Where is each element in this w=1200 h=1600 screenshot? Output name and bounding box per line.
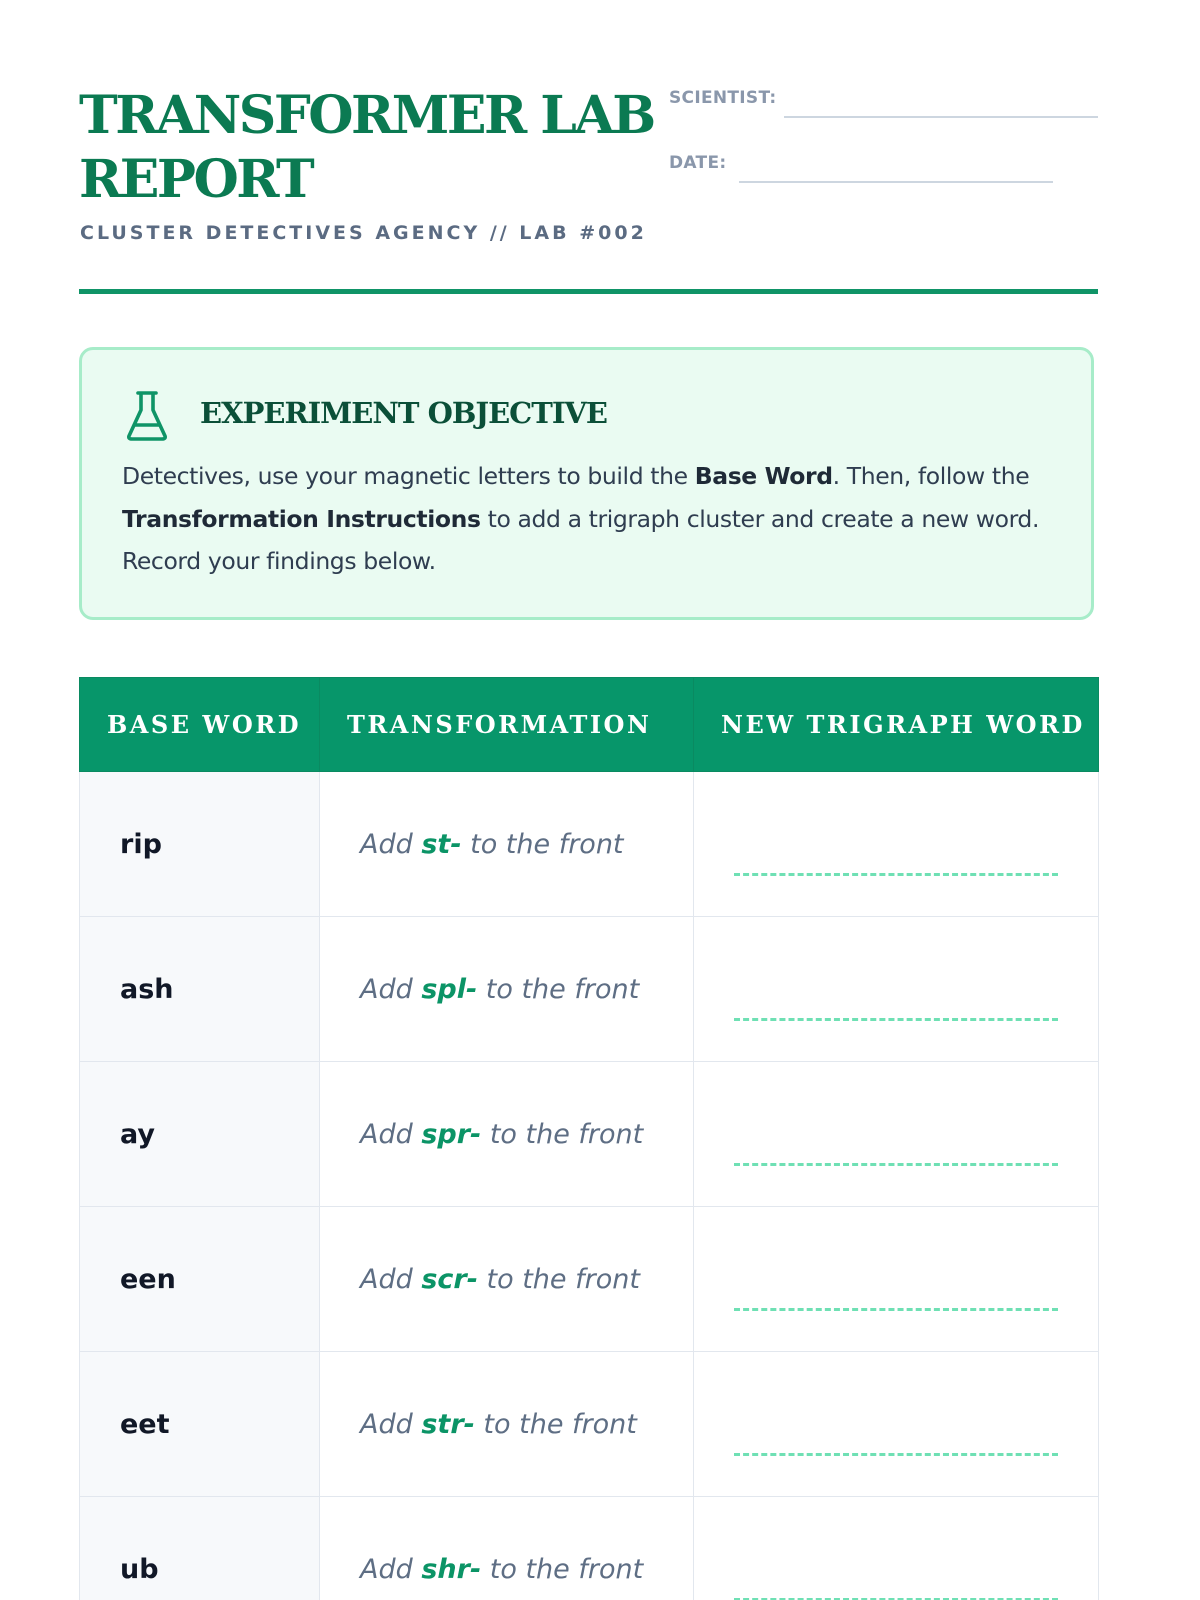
table-row [80, 1497, 1099, 1600]
answer-line[interactable] [734, 1453, 1058, 1456]
page-title: TRANSFORMER LAB REPORT [79, 85, 654, 210]
objective-text-part: . Then, follow the [832, 462, 1030, 490]
transformation-suffix: to the front [477, 1263, 640, 1295]
header-new-trigraph-word: NEW TRIGRAPH WORD [694, 678, 1099, 772]
new-word-cell[interactable] [694, 917, 1099, 1062]
trigraph-cluster: shr- [421, 1553, 482, 1585]
table-header-row [80, 678, 1099, 772]
new-word-cell[interactable] [694, 1207, 1099, 1352]
answer-line[interactable] [734, 1018, 1058, 1021]
objective-text [122, 455, 1072, 583]
new-word-cell[interactable] [694, 1352, 1099, 1497]
transformation [320, 1497, 694, 1600]
trigraph-cluster: spr- [421, 1118, 482, 1150]
transformation [320, 772, 694, 917]
objective-heading: EXPERIMENT OBJECTIVE [200, 396, 607, 430]
transformation-prefix: Add [360, 1118, 422, 1150]
header-divider [79, 289, 1098, 294]
objective-bold-base-word: Base Word [694, 462, 833, 490]
trigraph-cluster: str- [421, 1408, 475, 1440]
transformation [320, 917, 694, 1062]
scientist-field[interactable] [784, 116, 1098, 118]
new-word-cell[interactable] [694, 772, 1099, 917]
scientist-label: SCIENTIST: [669, 88, 777, 108]
transformation-prefix: Add [360, 1408, 422, 1440]
transformation-suffix: to the front [474, 1408, 637, 1440]
flask-icon [124, 390, 170, 442]
transformation [320, 1062, 694, 1207]
table-row [80, 1062, 1099, 1207]
transformation [320, 1352, 694, 1497]
transformation-prefix: Add [360, 828, 422, 860]
trigraph-cluster: st- [421, 828, 462, 860]
objective-text-part: to add a trigraph cluster and create a new word. Record your findings below. [122, 504, 1040, 575]
base-word: ub [80, 1497, 320, 1600]
base-word: een [80, 1207, 320, 1352]
base-word: ay [80, 1062, 320, 1207]
new-word-cell[interactable] [694, 1497, 1099, 1600]
header-transformation: TRANSFORMATION [320, 678, 694, 772]
answer-line[interactable] [734, 873, 1058, 876]
transformation-suffix: to the front [481, 1553, 644, 1585]
base-word: ash [80, 917, 320, 1062]
new-word-cell[interactable] [694, 1062, 1099, 1207]
answer-line[interactable] [734, 1308, 1058, 1311]
transformation-prefix: Add [360, 1553, 422, 1585]
trigraph-cluster: spl- [421, 973, 478, 1005]
transformation-prefix: Add [360, 973, 422, 1005]
base-word: rip [80, 772, 320, 917]
date-field[interactable] [739, 181, 1053, 183]
date-label: DATE: [669, 153, 727, 173]
objective-bold-instructions: Transformation Instructions [122, 504, 481, 533]
lab-table [79, 677, 1099, 1600]
transformation-prefix: Add [360, 1263, 422, 1295]
header-base-word: BASE WORD [80, 678, 320, 772]
objective-text-part: Detectives, use your magnetic letters to build the [122, 462, 695, 490]
page-subtitle: CLUSTER DETECTIVES AGENCY // LAB #002 [80, 222, 647, 244]
table-row [80, 772, 1099, 917]
table-row [80, 917, 1099, 1062]
transformation [320, 1207, 694, 1352]
table-row [80, 1352, 1099, 1497]
trigraph-cluster: scr- [421, 1263, 478, 1295]
answer-line[interactable] [734, 1163, 1058, 1166]
transformation-suffix: to the front [477, 973, 640, 1005]
base-word: eet [80, 1352, 320, 1497]
table-row [80, 1207, 1099, 1352]
transformation-suffix: to the front [481, 1118, 644, 1150]
transformation-suffix: to the front [461, 828, 624, 860]
